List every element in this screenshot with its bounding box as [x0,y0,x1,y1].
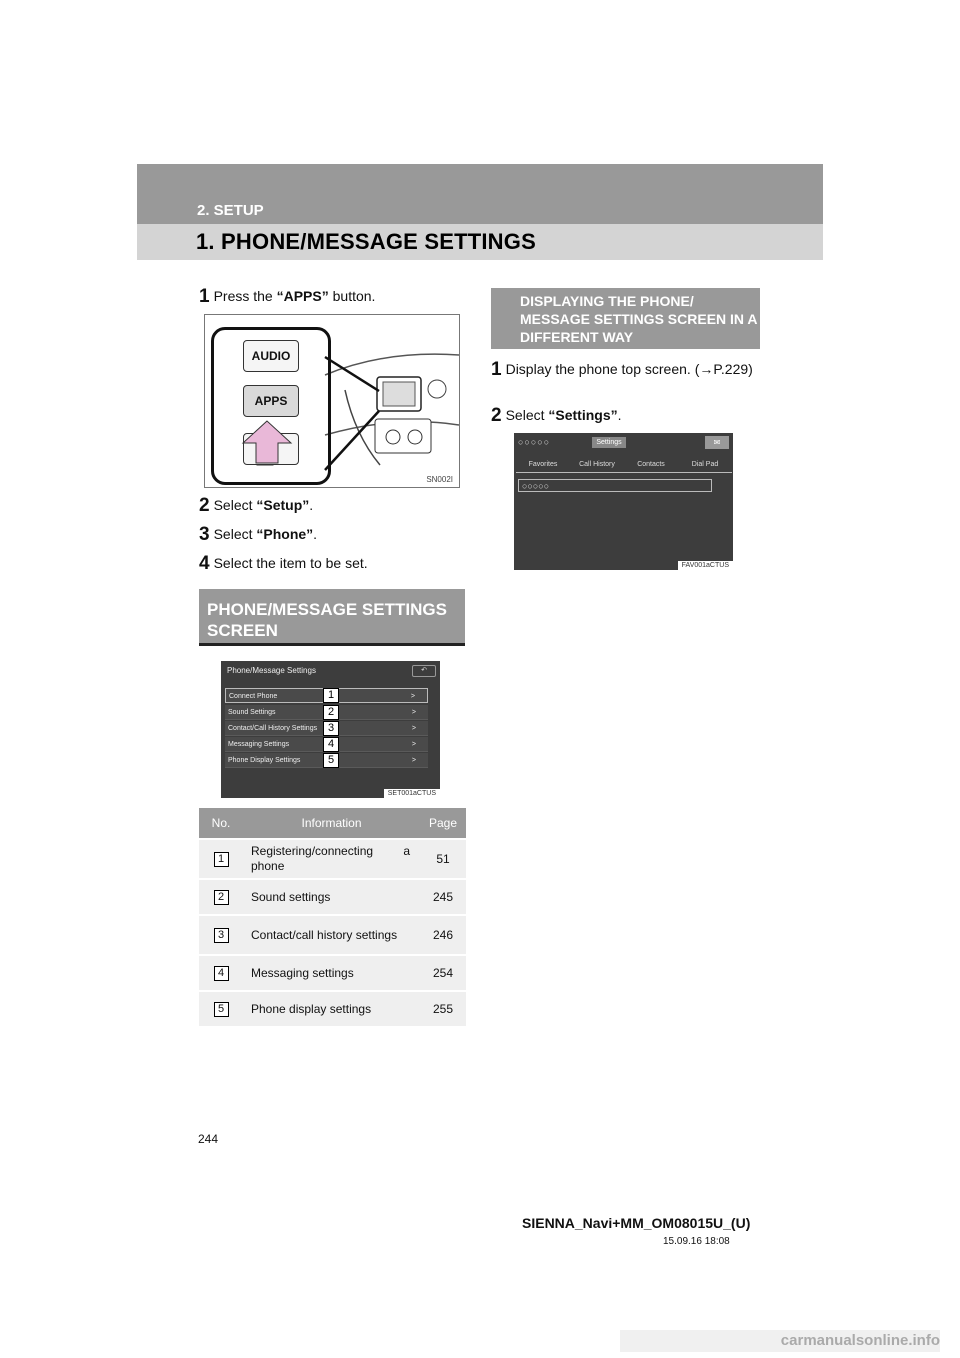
step-number: 1 [491,359,502,380]
step-number: 4 [199,553,210,574]
row-info: Phone display settings [243,992,420,1026]
row-page: 255 [420,992,466,1026]
print-timestamp: 15.09.16 18:08 [663,1236,730,1247]
step-3: 3 Select “Phone”. [199,524,318,545]
row-number: 1 [214,852,229,867]
document-code: SIENNA_Navi+MM_OM08015U_(U) [522,1215,751,1231]
list-item: ○○○○○ [518,479,712,492]
arrow-up-icon [239,419,299,465]
settings-chip: Settings [592,437,626,448]
callout-number: 3 [323,721,339,736]
callout-number: 1 [323,688,339,703]
apps-button: APPS [243,385,299,417]
mail-icon: ✉ [705,436,729,449]
screen-row: Phone Display Settings > [225,753,428,768]
table-row [199,880,466,914]
row-page: 246 [420,916,466,954]
row-info: Sound settings [243,880,420,914]
row-page: 254 [420,956,466,990]
illustration-code: SN002I [426,475,453,484]
back-icon: ↶ [412,665,436,677]
row-number: 3 [214,928,229,943]
screen-row: Connect Phone > [225,688,428,703]
step-number: 1 [199,286,210,307]
callout-number: 5 [323,753,339,768]
right-step-2: 2 Select “Settings”. [491,405,622,426]
row-info: Registering/connecting a phone [243,840,420,878]
col-info: Information [243,808,420,838]
screen-title: Phone/Message Settings [227,666,316,675]
settings-screen-image [221,661,440,798]
row-page: 245 [420,880,466,914]
callout-number: 4 [323,737,339,752]
table-row [199,992,466,1026]
tab-favorites: Favorites [528,461,558,468]
phone-tabs [516,457,732,473]
page-title: 1. PHONE/MESSAGE SETTINGS [196,229,536,254]
screen-code: FAV001aCTUS [678,561,733,570]
watermark: carmanualsonline.info [620,1330,940,1352]
tab-contacts: Contacts [637,461,665,468]
col-page: Page [420,808,466,838]
audio-button: AUDIO [243,340,299,372]
step-2: 2 Select “Setup”. [199,495,314,516]
tab-call-history: Call History [579,461,615,468]
tab-dial-pad: Dial Pad [691,461,719,468]
screen-code: SET001aCTUS [384,789,440,798]
step-1: 1 Press the “APPS” button. [199,286,376,307]
screen-row: Messaging Settings > [225,737,428,752]
screen-row: Sound Settings > [225,705,428,720]
table-row [199,916,466,954]
row-number: 2 [214,890,229,905]
step-4: 4 Select the item to be set. [199,553,368,574]
section-heading-different-way: DISPLAYING THE PHONE/ MESSAGE SETTINGS SCREEN IN A DIFFERENT WAY [491,288,760,349]
row-info: Contact/call history settings [243,916,420,954]
table-row [199,956,466,990]
right-step-1: 1 Display the phone top screen. (→P.229) [491,359,753,380]
row-number: 4 [214,966,229,981]
col-no: No. [199,808,243,838]
dashboard-illustration [204,314,460,488]
placeholder-circles: ○○○○○ [518,437,551,447]
step-number: 2 [199,495,210,516]
section-label: 2. SETUP [197,202,264,219]
callout-number: 2 [323,705,339,720]
phone-screen-image [514,433,733,570]
table-row [199,840,466,878]
page-number: 244 [198,1132,219,1146]
screen-row: Contact/Call History Settings > [225,721,428,736]
section-heading-settings-screen: PHONE/MESSAGE SETTINGS SCREEN [199,589,465,646]
table-header-row [199,808,466,838]
row-info: Messaging settings [243,956,420,990]
row-page: 51 [420,840,466,878]
step-number: 2 [491,405,502,426]
row-number: 5 [214,1002,229,1017]
step-number: 3 [199,524,210,545]
info-table [199,806,466,1028]
